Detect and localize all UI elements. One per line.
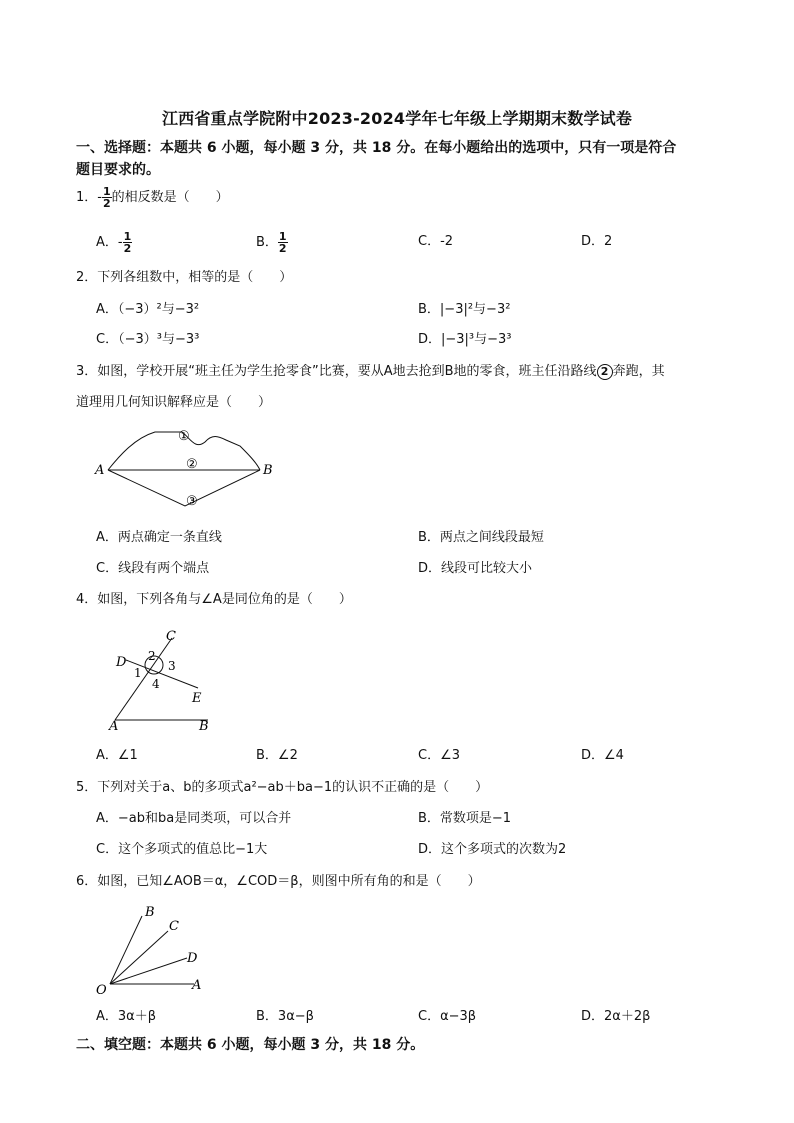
- q4-option-d[interactable]: D．∠4: [581, 748, 624, 763]
- q3-option-a[interactable]: A．两点确定一条直线: [96, 530, 222, 545]
- fraction-numerator: 1: [123, 230, 132, 243]
- ray-od: [110, 958, 187, 984]
- exam-title: 江西省重点学院附中2023-2024学年七年级上学期期末数学试卷: [161, 109, 633, 128]
- route-2-label: ②: [186, 457, 198, 472]
- q3-route-figure: [90, 420, 290, 520]
- q3-option-d[interactable]: D．线段可比较大小: [418, 561, 533, 576]
- question-1-fraction: [102, 186, 112, 209]
- q4-option-c[interactable]: C．∠3: [418, 748, 461, 763]
- question-3-line-1: [76, 361, 766, 383]
- question-5: 5．下列对关于a、b的多项式a²−ab＋ba−1的认识不正确的是（ ）: [76, 780, 489, 795]
- point-b-label: B: [199, 719, 209, 734]
- route-3-label: ③: [186, 494, 198, 509]
- option-fraction: [278, 231, 288, 254]
- question-3-text: 3．如图，学校开展“班主任为学生抢零食”比赛，要从A地去抢到B地的零食，班主任沿路线: [76, 364, 597, 379]
- q2-option-b[interactable]: B．|−3|²与−3²: [418, 302, 511, 317]
- q1-option-a[interactable]: [96, 231, 132, 254]
- line-ac: [115, 638, 172, 720]
- question-6: 6．如图，已知∠AOB＝α，∠COD＝β，则图中所有角的和是（ ）: [76, 874, 481, 889]
- angle-2-label: 2: [148, 649, 156, 663]
- point-d-label: D: [187, 951, 198, 966]
- angle-3-label: 3: [168, 659, 176, 673]
- fraction-numerator: 1: [278, 230, 287, 243]
- question-4: 4．如图，下列各角与∠A是同位角的是（ ）: [76, 592, 352, 607]
- q2-option-c[interactable]: C．（−3）³与−3³: [96, 332, 200, 347]
- q1-option-c[interactable]: C．-2: [418, 234, 454, 249]
- q5-option-b[interactable]: B．常数项是−1: [418, 811, 512, 826]
- q5-option-d[interactable]: D．这个多项式的次数为2: [418, 842, 567, 857]
- fraction-denominator: 2: [102, 197, 111, 210]
- question-1: [76, 186, 766, 209]
- option-label: B．: [256, 235, 278, 250]
- section-1-line-1: 一、选择题：本题共 6 小题，每小题 3 分，共 18 分。在每小题给出的选项中，只有一项是符合: [76, 140, 677, 156]
- q1-option-b[interactable]: [256, 231, 288, 254]
- q2-option-d[interactable]: D．|−3|³与−3³: [418, 332, 512, 347]
- q3-option-c[interactable]: C．线段有两个端点: [96, 561, 210, 576]
- question-3-line-2: 道理用几何知识解释应是（ ）: [76, 395, 272, 410]
- point-b-label: B: [263, 463, 273, 478]
- ray-oc: [110, 931, 168, 984]
- q4-option-a[interactable]: A．∠1: [96, 748, 138, 763]
- point-e-label: E: [192, 691, 202, 706]
- section-1-heading: [76, 137, 756, 181]
- q6-option-b[interactable]: B．3α−β: [256, 1009, 314, 1024]
- question-3-text-tail: 奔跑，其: [612, 364, 665, 379]
- q3-option-b[interactable]: B．两点之间线段最短: [418, 530, 544, 545]
- point-b-label: B: [145, 905, 155, 920]
- q4-angle-figure: [100, 624, 240, 736]
- option-fraction: [123, 231, 133, 254]
- q6-option-c[interactable]: C．α−3β: [418, 1009, 477, 1024]
- question-2: 2．下列各组数中，相等的是（ ）: [76, 270, 293, 285]
- option-label: A．: [96, 235, 118, 250]
- q6-angle-figure: [90, 898, 220, 998]
- question-1-number: 1．: [76, 190, 98, 205]
- route-3-polyline: [108, 470, 260, 506]
- q2-option-a[interactable]: A．（−3）²与−3²: [96, 302, 200, 317]
- q6-option-d[interactable]: D．2α＋2β: [581, 1009, 651, 1024]
- q5-option-a[interactable]: A．−ab和ba是同类项，可以合并: [96, 811, 292, 826]
- point-c-label: C: [166, 629, 176, 644]
- fraction-denominator: 2: [123, 242, 132, 255]
- q4-option-b[interactable]: B．∠2: [256, 748, 298, 763]
- q6-option-a[interactable]: A．3α＋β: [96, 1009, 157, 1024]
- point-o-label: O: [96, 983, 107, 998]
- question-1-minus: -: [97, 190, 102, 205]
- point-a-label: A: [109, 719, 119, 734]
- q1-option-d[interactable]: D．2: [581, 234, 613, 249]
- question-1-text: 的相反数是（ ）: [111, 190, 229, 205]
- section-1-line-2: 题目要求的。: [76, 162, 160, 178]
- point-a-label: A: [192, 978, 202, 993]
- point-c-label: C: [169, 919, 179, 934]
- point-a-label: A: [95, 463, 105, 478]
- angle-4-label: 4: [152, 677, 160, 691]
- ray-ob: [110, 916, 142, 984]
- fraction-numerator: 1: [102, 185, 111, 198]
- point-d-label: D: [116, 655, 127, 670]
- option-minus: -: [117, 235, 123, 250]
- route-1-label: ①: [178, 429, 190, 444]
- section-2-heading: 二、填空题：本题共 6 小题，每小题 3 分，共 18 分。: [76, 1037, 425, 1053]
- route-2-marker: 2: [597, 364, 613, 380]
- fraction-denominator: 2: [278, 242, 287, 255]
- q5-option-c[interactable]: C．这个多项式的值总比−1大: [96, 842, 268, 857]
- angle-1-label: 1: [134, 666, 142, 680]
